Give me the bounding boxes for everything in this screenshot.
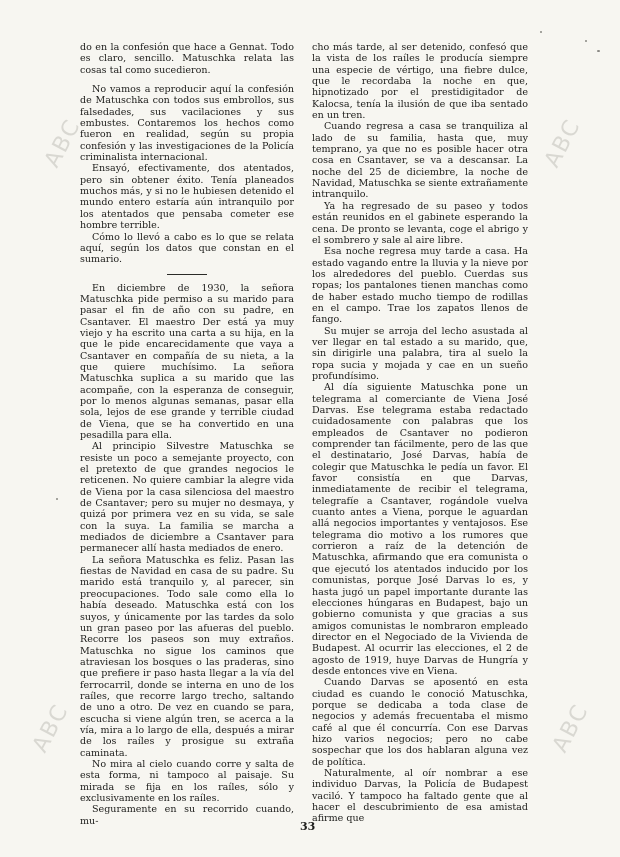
print-speck <box>540 31 542 33</box>
print-speck <box>597 50 600 52</box>
watermark: ABC <box>40 114 87 172</box>
watermark: ABC <box>548 699 595 757</box>
watermark: ABC <box>28 699 75 757</box>
paragraph: Al día siguiente Matuschka pone un telegrama al comerciante de Viena José Darvas. Ese telegrama estaba redactado cuidadosamente con palabras que los empleados de Csantaver no podieron comprender tan fácilmente, pero de las que el destinatario, José Darvas, había de colegir que Matuschka le pedía un favor. El favor consistía en que Darvas, inmediatamente de recibir el telegrama, telegrafíe a Csantaver, rogándole vuelva cuanto antes a Viena, porque le aguardan allá negocios importantes y ventajosos. Ese telegrama dio motivo a los rumores que corrieron a raíz de la detención de Matuschka, afirmando que era comunista o que ejecutó los atentados inducido por los comunistas, porque José Darvas lo es, y hasta jugó un papel importante durante las elecciones húngaras en Budapest, bajo un gobierno comunista y que gracias a sus amigos comunistas le nombraron empleado director en el Negociado de la Vivienda de Budapest. Al ocurrir las elecciones, el 2 de agosto de 1919, huye Darvas de Hungría y desde entonces vive en Viena. <box>312 382 528 677</box>
print-speck <box>56 498 58 500</box>
watermark: ABC <box>540 114 587 172</box>
paragraph: Seguramente en su recorrido cuando, mu- <box>80 804 294 827</box>
section-divider <box>167 274 207 275</box>
print-speck <box>585 40 587 42</box>
paragraph: No vamos a reproducir aquí la confesión de Matuschka con todos sus embrollos, sus falsedades, sus vacilaciones y sus embustes. Contaremos los hechos como fueron en realidad, según su propia confesión y las investigaciones de la Policía criminalista internacional. <box>80 84 294 164</box>
paragraph: Naturalmente, al oír nombrar a ese individuo Darvas, la Policía de Budapest vaciló. Y tampoco ha faltado gente que al hacer el descubrimiento de esa amistad afirme que <box>312 768 528 825</box>
page-number: 33 <box>300 820 316 833</box>
paragraph: Al principio Silvestre Matuschka se resiste un poco a semejante proyecto, con el pretexto de que grandes negocios le reticenen. No quiere cambiar la alegre vida de Viena por la casa silenciosa del maestro de Csantaver; pero su mujer no desmaya, y quizá por primera vez en su vida, se sale con la suya. La familia se marcha a mediados de diciembre a Csantaver para permanecer allí hasta mediados de enero. <box>80 441 294 555</box>
paragraph: Esa noche regresa muy tarde a casa. Ha estado vagando entre la lluvia y la nieve por los alrededores del pueblo. Cuerdas sus ropas; los pantalones tienen manchas como de haber estado mucho tiempo de rodillas en el campo. Trae los zapatos llenos de fango. <box>312 246 528 326</box>
paragraph: La señora Matuschka es feliz. Pasan las fiestas de Navidad en casa de su padre. Su marido está tranquilo y, al parecer, sin preocupaciones. Todo sale como ella lo había deseado. Matuschka está con los suyos, y únicamente por las tardes da solo un gran paseo por las afueras del pueblo. Recorre los paseos son muy extraños. Matuschka no sigue los caminos que atraviesan los bosques o las praderas, sino que prefiere ir paso hasta llegar a la vía del ferrocarril, donde se interna en uno de los raíles, que recorre largo trecho, saltando de uno a otro. De vez en cuando se para, escucha si viene algún tren, se acerca a la vía, mira a lo largo de ella, después a mirar de los raíles y prosigue su extraña caminata. <box>80 554 294 759</box>
paragraph: Cómo lo llevó a cabo es lo que se relata aquí, según los datos que constan en el sumario. <box>80 231 294 266</box>
paragraph: cho más tarde, al ser detenido, confesó que la vista de los raíles le producía siempre una especie de vértigo, una fiebre dulce, que le recordaba la noche en que, hipnotizado por el prestidigitador de Kalocsa, tenía la ilusión de que iba sentado en un tren. <box>312 42 528 122</box>
paragraph: Ensayó, efectivamente, dos atentados, pero sin obtener éxito. Tenía planeados muchos más, y si no le hubiesen detenido el mundo entero estaría aún intranquilo por los atentados que pensaba cometer ese hombre terrible. <box>80 163 294 232</box>
paragraph: do en la confesión que hace a Gennat. Todo es claro, sencillo. Matuschka relata las cosas tal como sucedieron. <box>80 42 294 76</box>
paragraph: Su mujer se arroja del lecho asustada al ver llegar en tal estado a su marido, que, sin dirigirle una palabra, tira al suelo la ropa sucia y mojada y cae en un sueño profundísimo. <box>312 325 528 382</box>
paragraph: Cuando regresa a casa se tranquiliza al lado de su familia, hasta que, muy temprano, ya que no es posible hacer otra cosa en Csantaver, se va a descansar. La noche del 25 de diciembre, la noche de Navidad, Matuschka se siente extrañamente intranquilo. <box>312 121 528 201</box>
right-column <box>312 42 528 825</box>
paragraph: No mira al cielo cuando corre y salta de esta forma, ni tampoco al paisaje. Su mirada se fija en los raíles, sólo y exclusivamente en los raíles. <box>80 758 294 804</box>
paragraph: En diciembre de 1930, la señora Matuschka pide permiso a su marido para pasar el fin de año con su padre, en Csantaver. El maestro Der está ya muy viejo y ha escrito una carta a su hija, en la que le pide encarecidamente que vaya a Csantaver en compañía de su nieta, a la que quiere muchísimo. La señora Matuschka suplica a su marido que las acompañe, con la esperanza de conseguir, por lo menos algunas semanas, pasar ella sola, lejos de ese grande y terrible ciudad de Viena, que se ha convertido en una pesadilla para ella. <box>80 282 294 441</box>
paragraph: Cuando Darvas se aposentó en esta ciudad es cuando le conoció Matuschka, porque se dedicaba a toda clase de negocios y además frecuentaba el mismo café al que él concurría. Con ese Darvas hizo varios negocios; pero no cabe sospechar que los dos hablaran alguna vez de política. <box>312 677 528 768</box>
paragraph: Ya ha regresado de su paseo y todos están reunidos en el gabinete esperando la cena. De pronto se levanta, coge el abrigo y el sombrero y sale al aire libre. <box>312 200 528 246</box>
left-column <box>80 42 294 827</box>
